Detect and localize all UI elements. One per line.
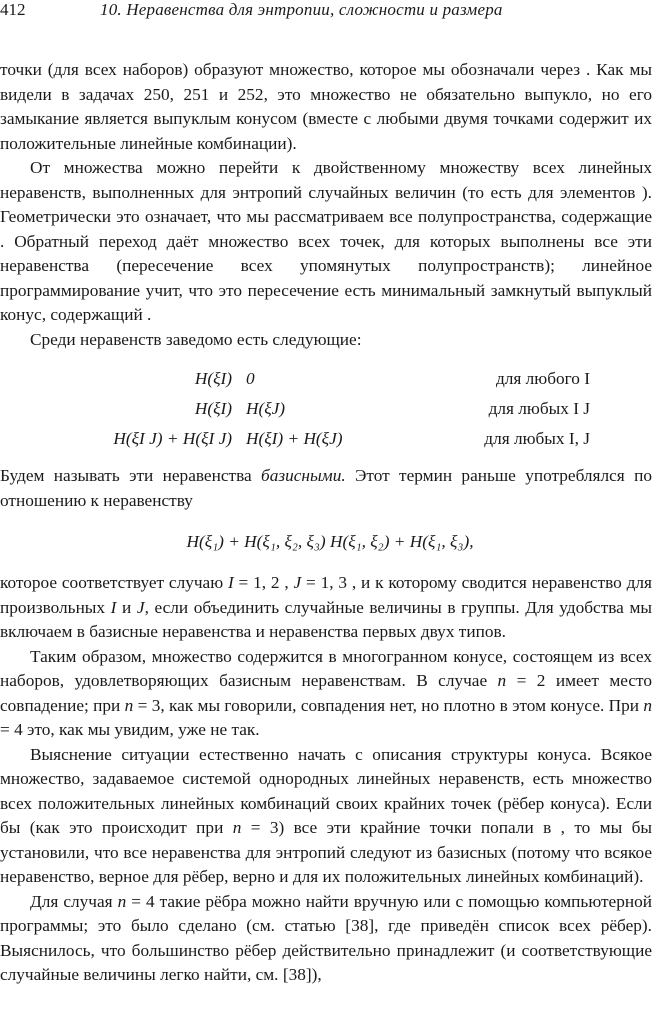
math-var: n	[497, 671, 507, 690]
inequality-row	[0, 394, 652, 424]
math-var: n	[124, 695, 134, 715]
text-run: = 3) все эти крайние точки попали в , то мы бы установили, что все неравенства для энтропий следуют из базисных (потому что всякое неравенство, верное для рёбер, верно и для их положительных линейных комбинаций).	[0, 818, 652, 886]
paragraph-1	[0, 58, 652, 156]
paragraph-3-text: Среди неравенств заведомо есть следующие:	[30, 329, 362, 349]
text-run: = 4 такие рёбра можно найти вручную или с помощью компьютерной программы; это было сделано (см. статью [38], где приведён список всех рёбер). Выяснилось, что большинство рёбер действительно принадлежит (и соответствующие случайные величины легко найти, см. [38]),	[0, 891, 652, 984]
inequality-condition: для любого I	[495, 368, 590, 388]
paragraph-1-text: точки (для всех наборов) образуют множество, которое мы обозначали через . Как мы видели в задачах 250, 251 и 252, это множество не обязательно выпукло, но его замыкание является выпуклым конусом (вместе с любыми двумя точками содержит их положительные линейные комбинации).	[0, 60, 652, 153]
math-var: J	[293, 573, 302, 592]
math-var: n	[232, 818, 242, 837]
page-number: 412	[0, 0, 26, 19]
paragraph-4-text-2: Этот термин раньше употреблялся по отношению к неравенству	[0, 466, 652, 510]
text-run: Выяснение ситуации естественно начать с описания структуры конуса. Всякое множество, задаваемое системой однородных линейных неравенств, есть множество всех положительных линейных комбинаций своих крайних точек (рёбер конуса). Если бы (как это происходит при	[0, 744, 652, 837]
text-run: = 1, 3 , и к которому сводится неравенство для произвольных	[0, 573, 652, 617]
paragraph-8	[0, 890, 652, 988]
display-formula: H(ξ₁) + H(ξ₁, ξ₂, ξ₃) H(ξ₁, ξ₂) + H(ξ₁, ξ₃),	[186, 532, 474, 551]
running-head: 10. Неравенства для энтропии, сложности и размера	[100, 0, 503, 19]
paragraph-6	[0, 645, 652, 743]
inequalities-table	[0, 364, 652, 454]
paragraph-4-text: Будем называть эти неравенства	[0, 466, 262, 485]
inequality-rhs: H(ξ⁠I) + H(ξ⁠J)	[246, 428, 343, 448]
text-run: которое соответствует случаю	[0, 573, 228, 592]
paragraph-7	[0, 743, 652, 890]
text-run: = 4 это, как мы увидим, уже не так.	[0, 720, 260, 739]
inequality-row	[0, 364, 652, 394]
text-run: Таким образом, множество содержится в многогранном конусе, состоящем из всех наборов, удовлетворяющих базисным неравенствам. В случае	[0, 646, 652, 690]
text-run: и	[116, 597, 137, 617]
math-var: J	[136, 597, 145, 617]
text-run: = 2 имеет место совпадение; при	[0, 671, 652, 715]
math-var: n	[643, 695, 652, 715]
page-header	[0, 0, 652, 24]
term-basic: базисными.	[261, 466, 346, 485]
paragraph-3	[0, 328, 652, 353]
paragraph-2	[0, 156, 652, 328]
math-var: I	[110, 597, 117, 617]
text-run: = 1, 2 ,	[233, 573, 294, 592]
inequality-condition: для любых I, J	[484, 428, 590, 448]
main-text	[0, 58, 652, 988]
text-run: = 3, как мы говорили, совпадения нет, но плотно в этом конусе. При	[133, 695, 644, 715]
text-run: , если объединить случайные величины в группы. Для удобства мы включаем в базисные неравенства и неравенства первых двух типов.	[0, 597, 652, 641]
inequality-lhs: H(ξ⁠I J) + H(ξ⁠I J)	[113, 428, 232, 448]
inequality-lhs: H(ξ⁠I)	[194, 368, 232, 388]
inequality-lhs: H(ξ⁠I)	[194, 398, 232, 418]
text-run: Для случая	[30, 891, 118, 911]
math-var: I	[227, 573, 234, 592]
inequality-condition: для любых I J	[488, 398, 590, 418]
inequality-rhs: H(ξ⁠J)	[246, 398, 286, 418]
inequality-rhs: 0	[246, 368, 255, 388]
math-var: n	[117, 891, 127, 911]
paragraph-2-text: От множества можно перейти к двойственному множеству всех линейных неравенств, выполненных для энтропий случайных величин (то есть для элементов ). Геометрически это означает, что мы рассматриваем все полупространства, содержащие . Обратный переход даёт множество всех точек, для которых выполнены все эти неравенства (пересечение всех упомянутых полупространств); линейное программирование учит, что это пересечение есть минимальный замкнутый выпуклый конус, содержащий .	[0, 158, 652, 324]
paragraph-4	[0, 464, 652, 513]
paragraph-5	[0, 571, 652, 645]
inequality-row	[0, 424, 652, 454]
